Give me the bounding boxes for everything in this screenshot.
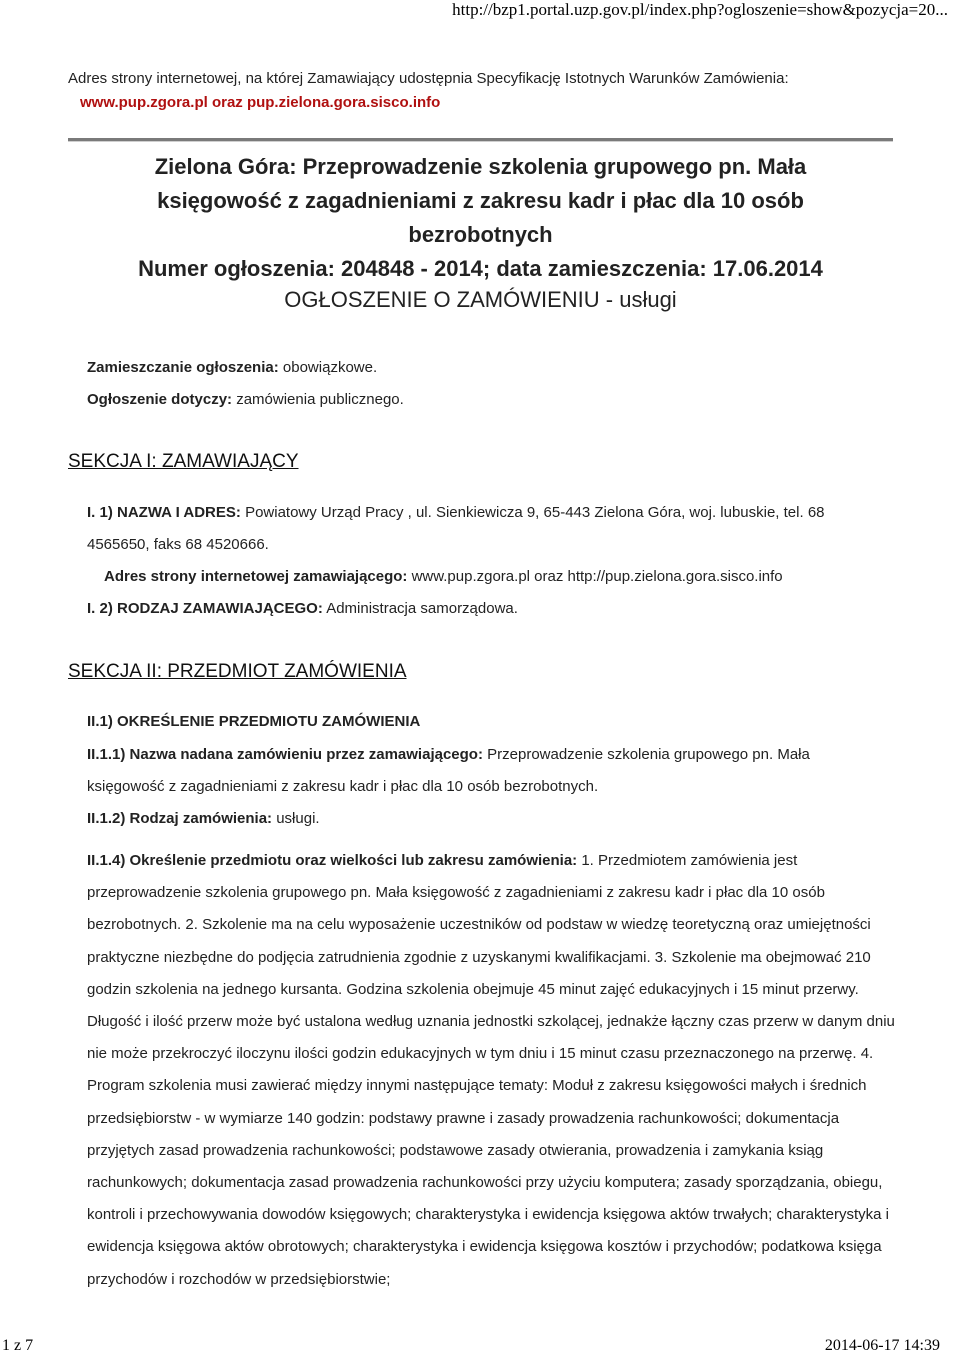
contracting-web-value[interactable]: www.pup.zgora.pl oraz http://pup.zielona.gora.sisco.info [411,568,783,585]
title-line-1: Zielona Góra: Przeprowadzenie szkolenia grupowego pn. Mała [154,154,807,179]
contract-name-continued: księgowość z zagadnieniami z zakresu kadr i płac dla 10 osób bezrobotnych. [87,778,599,795]
notice-type: OGŁOSZENIE O ZAMÓWIENIU - usługi [284,287,677,312]
section-1-heading: SEKCJA I: ZAMAWIAJĄCY [68,451,299,472]
contract-kind-line [87,810,320,827]
contract-name-label: II.1.1) Nazwa nadana zamówieniu przez zamawiającego: [87,746,483,763]
contracting-name-line [87,504,825,521]
contracting-web-line [104,568,783,585]
placement-value: obowiązkowe. [282,359,378,376]
contracting-type-line [87,600,518,617]
concerns-line [87,391,404,408]
contract-name-line [87,746,810,763]
contract-description [87,845,907,1296]
notice-number: Numer ogłoszenia: 204848 - 2014; data zamieszczenia: 17.06.2014 [138,256,823,281]
contracting-web-label: Adres strony internetowej zamawiającego: [104,568,408,585]
contract-description-value: 1. Przedmiotem zamówienia jest przeprowadzenie szkolenia grupowego pn. Mała księgowość z zagadnieniami z zakresu kadr i płac dla 10 osób bezrobotnych. 2. Szkolenie ma na celu wyposażenie uczestników od podstaw w wiedzę teoretyczną oraz umiejętności praktyczne niezbędne do podjęcia zatrudnienia zgodnie z uzyskanymi kwalifikacjami. 3. Szkolenie ma obejmować 210 godzin szkolenia na jednego kursanta. Godzina szkolenia obejmuje 45 minut zajęć edukacyjnych i 15 minut przerwy. Długość i ilość przerw może być ustalona według uznania jednostki szkolącej, jednakże łączny czas przerw w danym dniu nie może przekroczyć iloczynu ilości godzin edukacyjnych w tym dniu i 15 minut czasu przeznaczonego na przerwę. 4. Program szkolenia musi zawierać między innymi następujące tematy: Moduł z zakresu księgowości małych i średnich przedsiębiorstw - w wymiarze 140 godzin: podstawy prawne i zasady prowadzenia rachunkowości; dokumentacja przyjętych zasad prowadzenia rachunkowości; podstawowe zasady otwierania, prowadzenia i zamykania ksiąg rachunkowych; dokumentacja zasad prowadzenia rachunkowości przy użyciu komputera; zasady sporządzania, obiegu, kontroli i przechowywania dowodów księgowych; charakterystyka i ewidencja księgowa aktów trwałych; charakterystyka i ewidencja księgowa aktów obrotowych; charakterystyka i ewidencja księgowa kosztów i przychodów; podatkowa księga przychodów i rozchodów w przedsiębiorstwie; [87,852,895,1288]
concerns-label: Ogłoszenie dotyczy: [87,391,233,408]
placement-label: Zamieszczanie ogłoszenia: [87,359,279,376]
section-2-heading: SEKCJA II: PRZEDMIOT ZAMÓWIENIA [68,661,407,682]
contract-name-value: Przeprowadzenie szkolenia grupowego pn. Mała [487,746,810,763]
concerns-value: zamówienia publicznego. [236,391,404,408]
subject-definition-label: II.1) OKREŚLENIE PRZEDMIOTU ZAMÓWIENIA [87,713,421,730]
contracting-name-value: Powiatowy Urząd Pracy , ul. Sienkiewicza 9, 65-443 Zielona Góra, woj. lubuskie, tel. 68 [245,504,825,521]
page-counter: 1 z 7 [2,1337,34,1354]
horizontal-divider [68,138,893,142]
contracting-contact-line: 4565650, faks 68 4520666. [87,536,269,553]
title-line-2: księgowość z zagadnieniami z zakresu kadr i płac dla 10 osób [157,188,804,213]
print-timestamp: 2014-06-17 14:39 [824,1337,940,1354]
title-line-3: bezrobotnych [408,222,553,247]
contract-description-label: II.1.4) Określenie przedmiotu oraz wielkości lub zakresu zamówienia: [87,852,578,869]
siwz-address-label: Adres strony internetowej, na której Zamawiający udostępnia Specyfikację Istotnych Warunków Zamówienia: [68,70,789,87]
notice-title [68,150,893,286]
contracting-type-value: Administracja samorządowa. [326,600,518,617]
siwz-address-link[interactable]: www.pup.zgora.pl oraz pup.zielona.gora.sisco.info [80,94,441,111]
contracting-name-label: I. 1) NAZWA I ADRES: [87,504,241,521]
contract-kind-label: II.1.2) Rodzaj zamówienia: [87,810,273,827]
placement-line [87,359,377,376]
print-header-url: http://bzp1.portal.uzp.gov.pl/index.php?ogloszenie=show&pozycja=20... [452,0,948,19]
contract-kind-value: usługi. [276,810,320,827]
contracting-type-label: I. 2) RODZAJ ZAMAWIAJĄCEGO: [87,600,323,617]
subject-definition-heading [87,713,420,730]
